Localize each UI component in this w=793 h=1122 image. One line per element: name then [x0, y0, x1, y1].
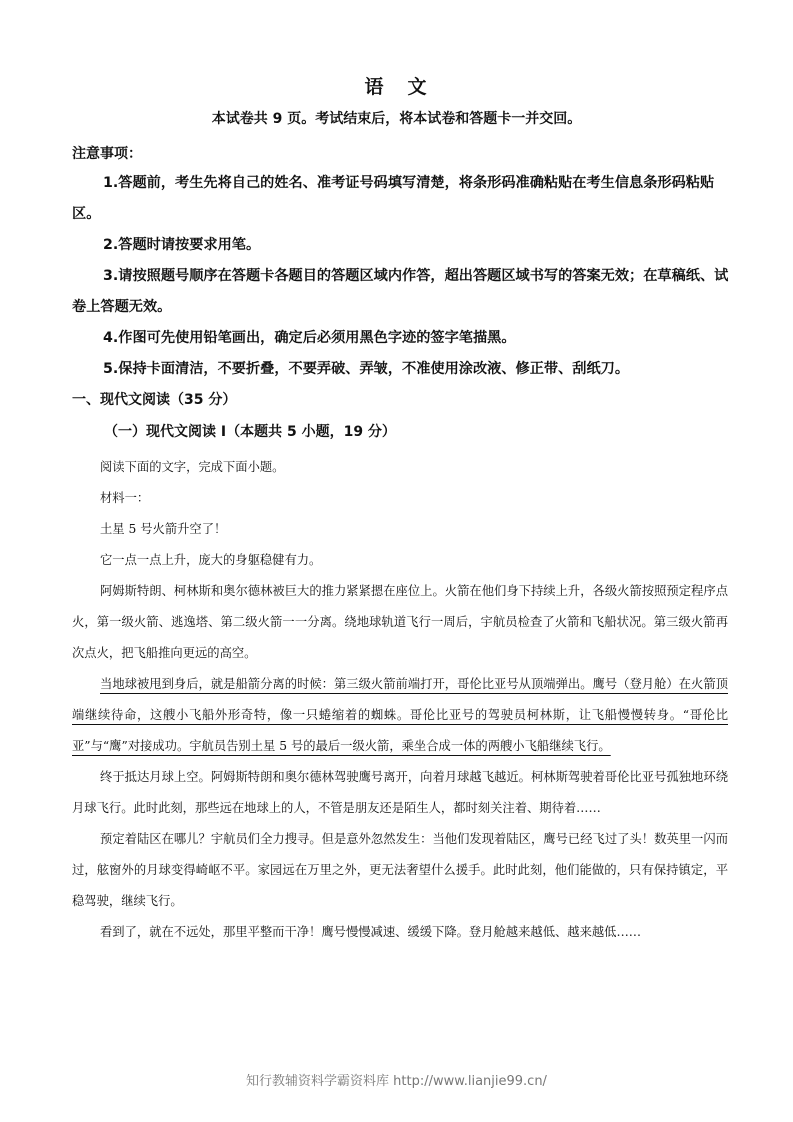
paragraph-4-underlined	[72, 669, 728, 762]
paragraph-1: 土星 5 号火箭升空了！	[100, 522, 227, 536]
paragraph-6: 预定着陆区在哪儿？宇航员们全力搜寻。但是意外忽然发生：当他们发现着陆区，鹰号已经飞过了头！数英里一闪而过，舷窗外的月球变得崎岖不平。家园远在万里之外，更无法奢望什么援手。此时此刻，他们能做的，只有保持镇定，平稳驾驶，继续飞行。	[72, 832, 728, 908]
rule-5: 5.保持卡面清洁，不要折叠，不要弄破、弄皱，不准使用涂改液、修正带、刮纸刀。	[103, 361, 630, 377]
rule-4: 4.作图可先使用铅笔画出，确定后必须用黑色字迹的签字笔描黑。	[103, 330, 516, 346]
rule-2: 2.答题时请按要求用笔。	[103, 237, 261, 253]
subsection-heading: （一）现代文阅读 I（本题共 5 小题，19 分）	[104, 424, 396, 440]
exam-info: 本试卷共 9 页。考试结束后，将本试卷和答题卡一并交回。	[211, 111, 582, 127]
notice-rules	[72, 168, 730, 385]
paragraph-2: 它一点一点上升，庞大的身躯稳健有力。	[100, 553, 322, 567]
underlined-text: 当地球被甩到身后，就是船箭分离的时候：第三级火箭前端打开，哥伦比亚号从顶端弹出。鹰号（登月舱）在火箭顶端继续待命，这艘小飞船外形奇特，像一只蜷缩着的蜘蛛。哥伦比亚号的驾驶员柯林斯，让飞船慢慢转身。“哥伦比亚”与“鹰”对接成功。宇航员告别土星 5 号的最后一级火箭，乘坐合成一体的两艘小飞船继续飞行。	[72, 677, 728, 753]
reading-passage	[72, 452, 728, 948]
paragraph-3: 阿姆斯特朗、柯林斯和奥尔德林被巨大的推力紧紧摁在座位上。火箭在他们身下持续上升，各级火箭按照预定程序点火，第一级火箭、逃逸塔、第二级火箭一一分离。绕地球轨道飞行一周后，宇航员检查了火箭和飞船状况。第三级火箭再次点火，把飞船推向更远的高空。	[72, 584, 728, 660]
title-char-1: 语	[364, 76, 386, 98]
section-heading: 一、现代文阅读（35 分）	[72, 392, 237, 408]
rule-3: 3.请按照题号顺序在答题卡各题目的答题区域内作答，超出答题区域书写的答案无效；在草稿纸、试卷上答题无效。	[72, 268, 729, 315]
instruction-text: 阅读下面的文字，完成下面小题。	[100, 460, 285, 474]
material-label: 材料一：	[100, 491, 150, 505]
notice-heading: 注意事项：	[72, 146, 142, 162]
title-char-2: 文	[407, 76, 429, 98]
paragraph-5: 终于抵达月球上空。阿姆斯特朗和奥尔德林驾驶鹰号离开，向着月球越飞越近。柯林斯驾驶着哥伦比亚号孤独地环绕月球飞行。此时此刻，那些远在地球上的人，不管是朋友还是陌生人，都时刻关注着、期待着……	[72, 770, 728, 815]
page-title	[0, 72, 793, 99]
rule-1: 1.答题前，考生先将自己的姓名、准考证号码填写清楚，将条形码准确粘贴在考生信息条形码粘贴区。	[72, 175, 715, 222]
paragraph-7: 看到了，就在不远处，那里平整而干净！鹰号慢慢减速、缓缓下降。登月舱越来越低、越来越低……	[100, 925, 642, 939]
footer-watermark: 知行教辅资料学霸资料库 http://www.lianjie99.cn/	[246, 1074, 547, 1089]
